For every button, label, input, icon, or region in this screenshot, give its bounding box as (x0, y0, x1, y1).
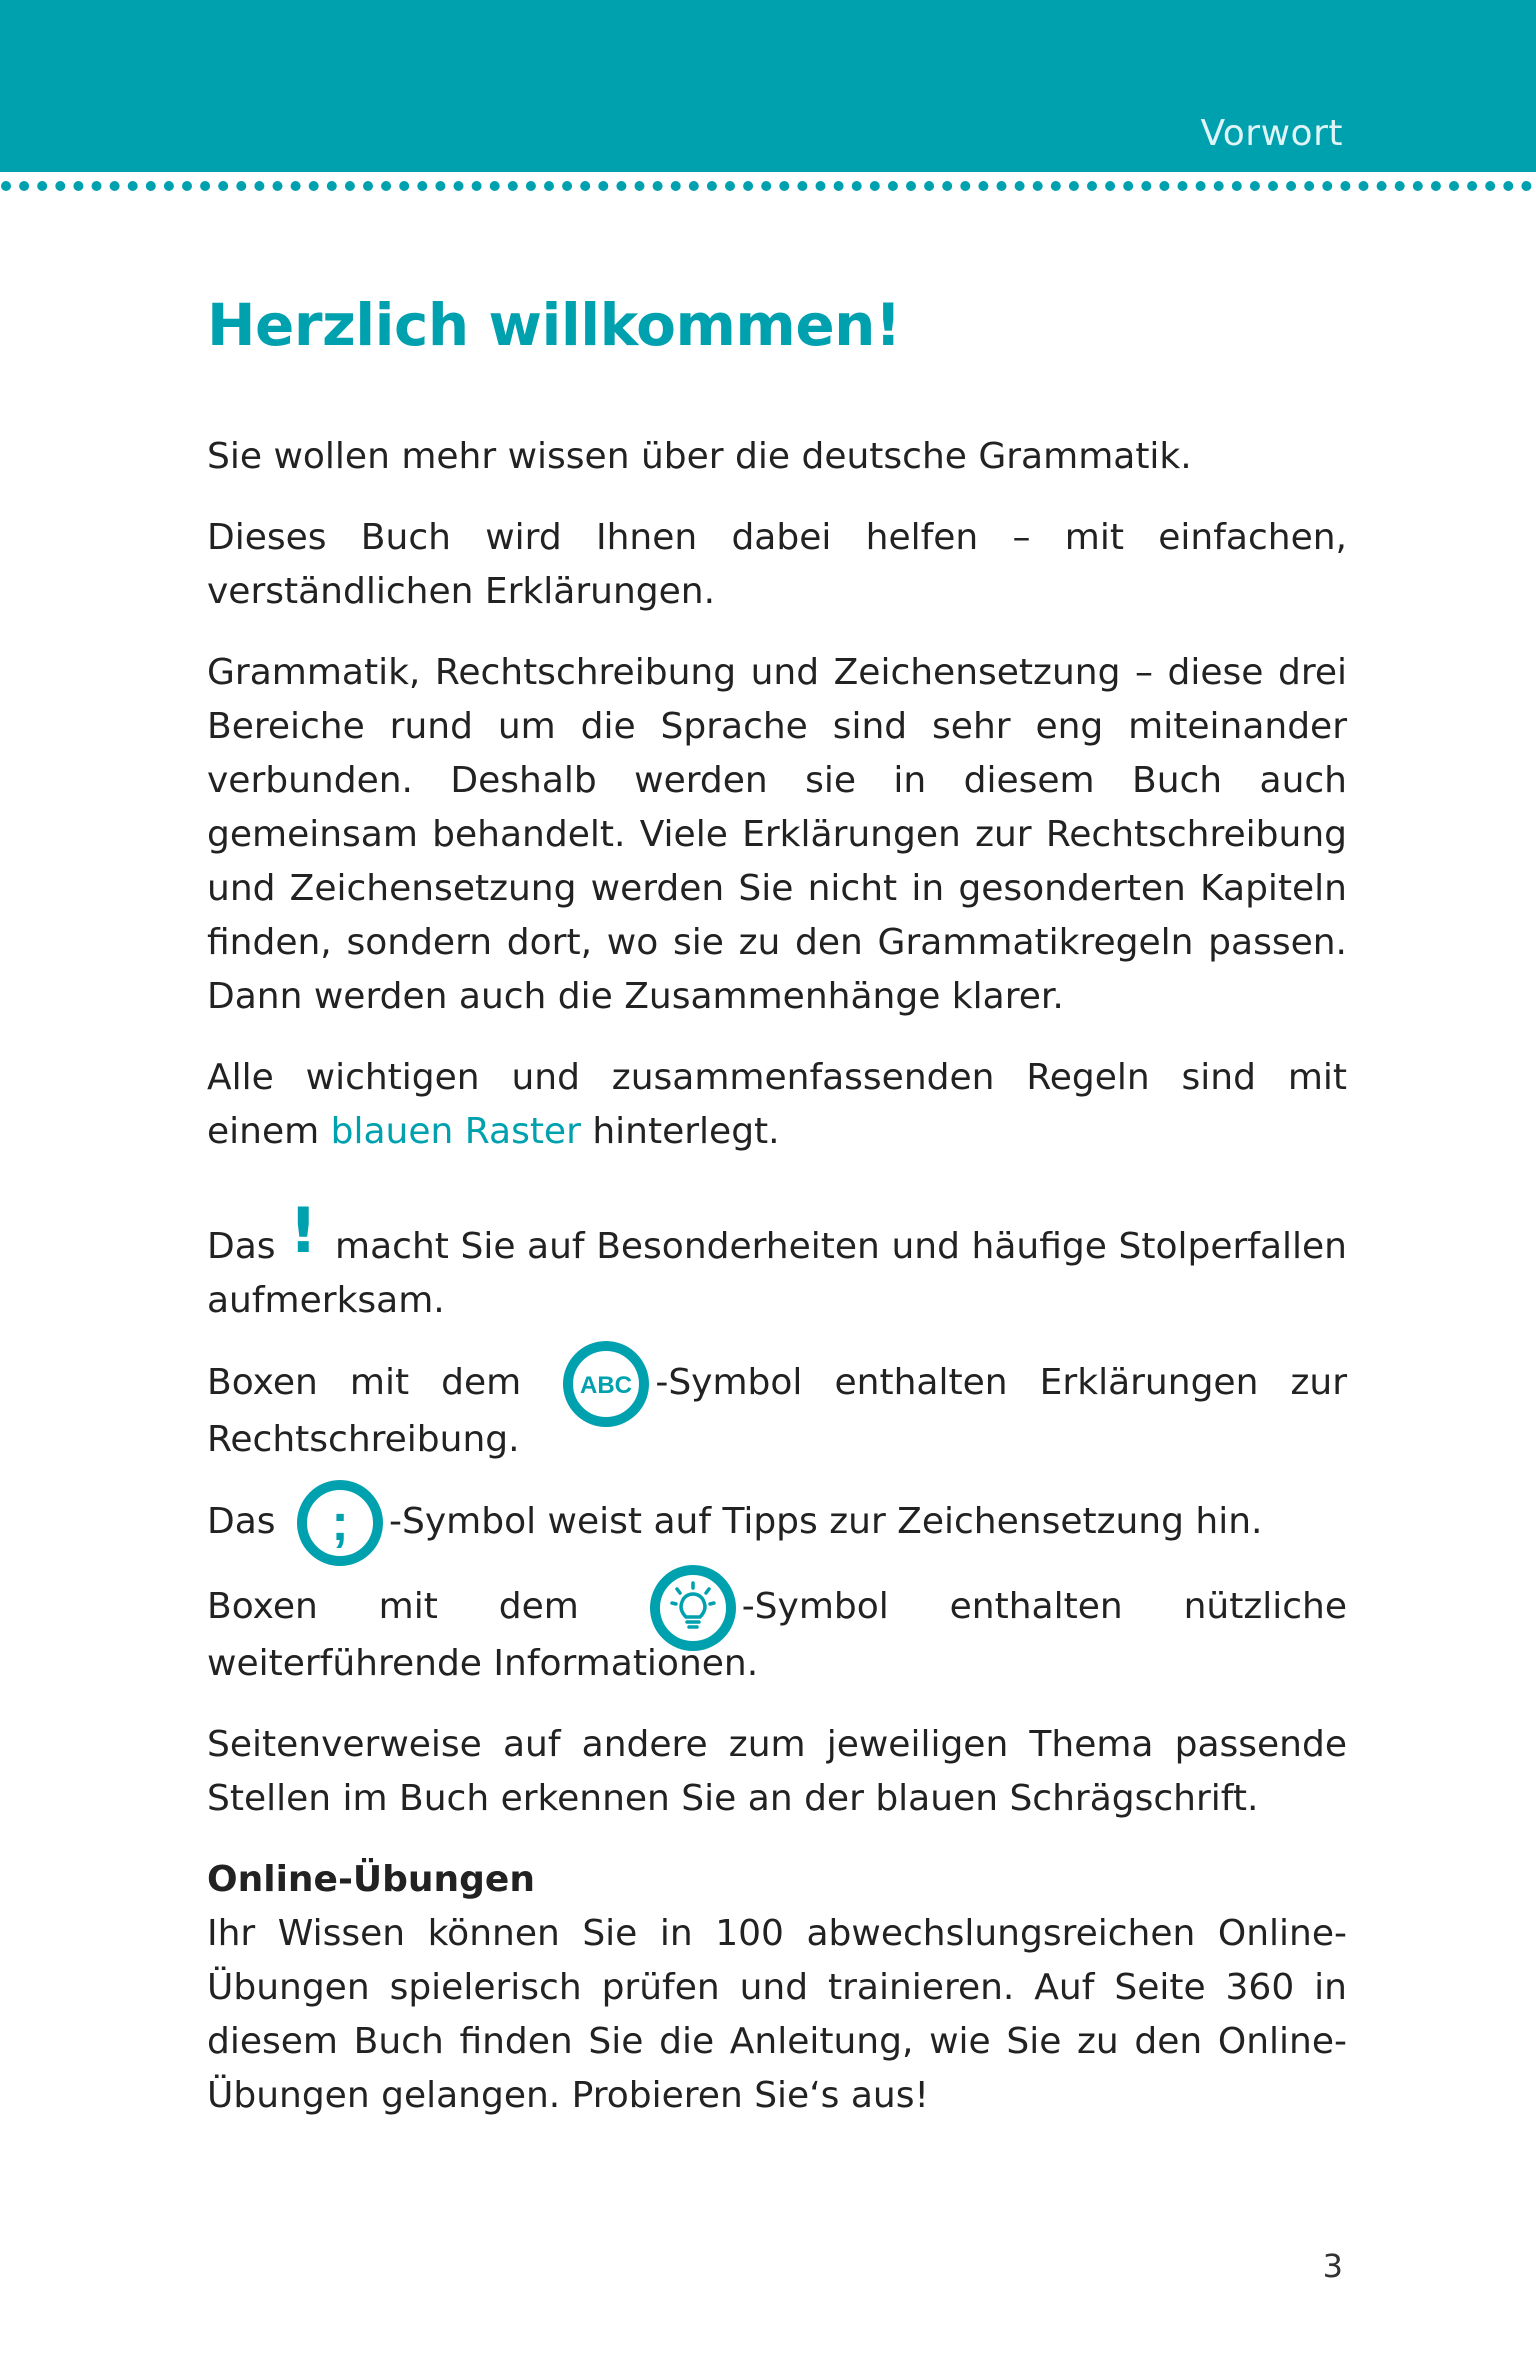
divider-dot (997, 181, 1007, 191)
lightbulb-text-before: Boxen mit dem (207, 1586, 579, 1627)
divider-dot (598, 181, 608, 191)
lightbulb-text-after: -Symbol enthalten nützliche weiterführende Informationen. (207, 1586, 1347, 1684)
divider-dot (1141, 181, 1151, 191)
divider-dot (635, 181, 645, 191)
divider-dot (725, 181, 735, 191)
divider-dot (1159, 181, 1169, 191)
divider-dot (1449, 181, 1459, 191)
abc-badge-label: ABC (580, 1372, 633, 1399)
divider-dot (816, 181, 826, 191)
divider-dot (689, 181, 699, 191)
divider-dot (73, 181, 83, 191)
divider-dot (671, 181, 681, 191)
divider-dot (526, 181, 536, 191)
divider-dot (797, 181, 807, 191)
semicolon-badge-label: ; (331, 1494, 349, 1552)
divider-dot (1033, 181, 1043, 191)
exclamation-icon: ! (289, 1194, 318, 1267)
divider-dot (1485, 181, 1495, 191)
hint-text-before: Das (207, 1226, 276, 1267)
divider-dot (164, 181, 174, 191)
divider-dot (1214, 181, 1224, 191)
divider-dot (309, 181, 319, 191)
online-text: Ihr Wissen können Sie in 100 abwechslungsreichen Online-Übungen spielerisch prüfen und trainieren. Auf Seite 360 in diesem Buch finden Sie die Anleitung, wie Sie zu den Online-Übungen gelangen. Probieren Sie‘s aus! (207, 1913, 1347, 2116)
divider-dot (110, 181, 120, 191)
divider-dot (381, 181, 391, 191)
divider-dot (888, 181, 898, 191)
divider-dot (960, 181, 970, 191)
divider-dot (544, 181, 554, 191)
divider-dot (834, 181, 844, 191)
divider-dot (562, 181, 572, 191)
divider-dot (200, 181, 210, 191)
divider-dot (363, 181, 373, 191)
divider-dot (1322, 181, 1332, 191)
page-content (207, 290, 1347, 2123)
divider-dot (182, 181, 192, 191)
divider-dot (1359, 181, 1369, 191)
paragraph-page-refs: Seitenverweise auf andere zum jeweiligen Thema passende Stellen im Buch erkennen Sie an der blauen Schrägschrift. (207, 1724, 1347, 1819)
paragraph-help: Dieses Buch wird Ihnen dabei helfen – mit einfachen, verständlichen Erklärungen. (207, 517, 1347, 612)
divider-dot (417, 181, 427, 191)
divider-dot (291, 181, 301, 191)
divider-dot (19, 181, 29, 191)
divider-dot (472, 181, 482, 191)
lightbulb-symbol-line (207, 1579, 1347, 1691)
divider-dot (616, 181, 626, 191)
semicolon-text-after: -Symbol weist auf Tipps zur Zeichensetzung hin. (389, 1501, 1263, 1542)
abc-icon (561, 1339, 651, 1429)
paragraph-areas: Grammatik, Rechtschreibung und Zeichensetzung – diese drei Bereiche rund um die Sprache sind sehr eng miteinander verbunden. Deshalb werden sie in diesem Buch auch gemeinsam behandelt. Viele Erklärungen zur Rechtschreibung und Zeichensetzung werden Sie nicht in gesonderten Kapiteln finden, sondern dort, wo sie zu den Grammatikregeln passen. Dann werden auch die Zusammenhänge klarer. (207, 652, 1347, 1017)
divider-dot (779, 181, 789, 191)
divider-dot (743, 181, 753, 191)
divider-dot (870, 181, 880, 191)
divider-dot (924, 181, 934, 191)
divider-dot (1377, 181, 1387, 191)
hint-text-after: macht Sie auf Besonderheiten und häufige Stolperfallen aufmerksam. (207, 1226, 1347, 1321)
header-band (0, 0, 1536, 172)
lightbulb-icon (648, 1563, 738, 1653)
semicolon-text-before: Das (207, 1501, 276, 1542)
divider-dot (1105, 181, 1115, 191)
page-number: 3 (1322, 2247, 1343, 2285)
divider-dot (1250, 181, 1260, 191)
hint-symbol-line (207, 1194, 1347, 1328)
divider-dot (1087, 181, 1097, 191)
section-label: Vorwort (1200, 113, 1343, 154)
divider-dot (92, 181, 102, 191)
abc-symbol-line (207, 1355, 1347, 1467)
divider-dot (1123, 181, 1133, 191)
blue-raster-highlight: blauen Raster (330, 1111, 581, 1152)
divider-dot (978, 181, 988, 191)
divider-dot (1413, 181, 1423, 191)
divider-dot (1467, 181, 1477, 191)
divider-dot (1196, 181, 1206, 191)
divider-dot (1051, 181, 1061, 191)
divider-dot (37, 181, 47, 191)
divider-dot (1069, 181, 1079, 191)
divider-dot (1340, 181, 1350, 191)
divider-dot (1268, 181, 1278, 191)
divider-dot (273, 181, 283, 191)
divider-dot (1, 181, 11, 191)
paragraph-rules (207, 1051, 1347, 1159)
rules-text-after: hinterlegt. (592, 1111, 780, 1152)
divider-dot (1395, 181, 1405, 191)
divider-dot (1286, 181, 1296, 191)
semicolon-icon (295, 1478, 385, 1568)
online-heading: Online-Übungen (207, 1859, 535, 1900)
divider-dot (942, 181, 952, 191)
divider-dot (236, 181, 246, 191)
divider-dot (327, 181, 337, 191)
divider-dot (399, 181, 409, 191)
divider-dot (1503, 181, 1513, 191)
page-title: Herzlich willkommen! (207, 291, 901, 359)
divider-dot (490, 181, 500, 191)
divider-dot (852, 181, 862, 191)
rules-text-before: Alle wichtigen und zusammenfassenden Regeln sind mit einem (207, 1057, 1347, 1152)
divider-dot (761, 181, 771, 191)
abc-text-after: -Symbol enthalten Erklärungen zur Rechtschreibung. (207, 1362, 1347, 1460)
divider-dot (508, 181, 518, 191)
divider-dot (55, 181, 65, 191)
divider-dot (254, 181, 264, 191)
divider-dot (906, 181, 916, 191)
divider-dot (1015, 181, 1025, 191)
divider-dot (580, 181, 590, 191)
paragraph-intro: Sie wollen mehr wissen über die deutsche Grammatik. (207, 436, 1192, 477)
divider-dot (128, 181, 138, 191)
divider-dot (707, 181, 717, 191)
divider-dot (1521, 181, 1531, 191)
divider-dot (146, 181, 156, 191)
divider-dot (1304, 181, 1314, 191)
divider-dot (218, 181, 228, 191)
divider-dot (435, 181, 445, 191)
divider-dot (1431, 181, 1441, 191)
semicolon-symbol-line (207, 1494, 1347, 1552)
divider-dot (653, 181, 663, 191)
abc-text-before: Boxen mit dem (207, 1362, 522, 1403)
dotted-divider (0, 178, 1536, 194)
divider-dot (454, 181, 464, 191)
divider-dot (1232, 181, 1242, 191)
divider-dot (1178, 181, 1188, 191)
divider-dot (345, 181, 355, 191)
